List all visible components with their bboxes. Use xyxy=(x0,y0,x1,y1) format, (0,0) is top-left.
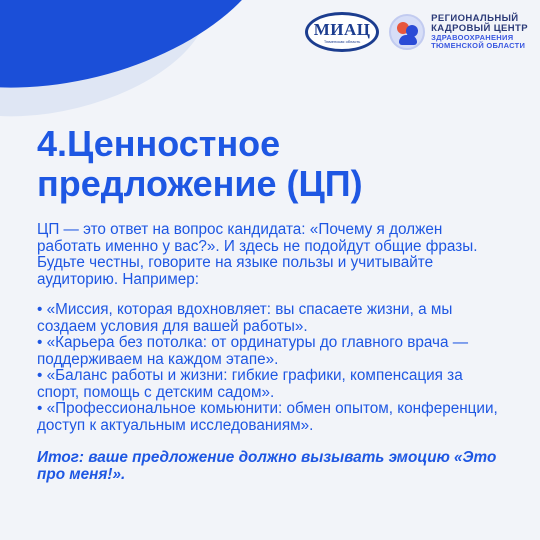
miac-logo-name: МИАЦ xyxy=(313,19,371,39)
bullet-item: • «Миссия, которая вдохновляет: вы спасаете жизни, а мы создаем условия для вашей работы». xyxy=(37,301,453,335)
rkc-line-1: РЕГИОНАЛЬНЫЙ xyxy=(431,13,519,25)
page-title xyxy=(37,124,363,205)
miac-logo xyxy=(305,12,379,52)
rkc-line-4: ТЮМЕНСКОЙ ОБЛАСТИ xyxy=(431,40,526,50)
bullet-list xyxy=(37,302,507,434)
intro-paragraph: ЦП — это ответ на вопрос кандидата: «Почему я должен работать именно у вас?». И здесь не подойдут общие фразы. Будьте честны, говорите на языке пользы и учитывайте аудиторию. Например: xyxy=(37,221,478,288)
bullet-item: • «Карьера без потолка: от ординатуры до главного врача — поддерживаем на каждом этапе». xyxy=(37,334,469,368)
rkc-line-2: КАДРОВЫЙ ЦЕНТР xyxy=(431,23,528,35)
people-emblem-icon xyxy=(389,14,425,50)
main-content xyxy=(37,222,507,483)
summary-text: Итог: ваше предложение должно вызывать эмоцию «Это про меня!». xyxy=(37,449,497,483)
rkc-line-3: ЗДРАВООХРАНЕНИЯ xyxy=(431,33,514,43)
title-line-1: 4.Ценностное xyxy=(37,123,281,164)
logos-header xyxy=(305,12,528,52)
bullet-item: • «Баланс работы и жизни: гибкие графики, компенсация за спорт, помощь с детским садом». xyxy=(37,367,463,401)
rkc-logo xyxy=(389,14,528,50)
title-line-2: предложение (ЦП) xyxy=(37,163,363,205)
rkc-logo-text xyxy=(431,14,528,50)
miac-logo-sub: Тюменская область xyxy=(323,38,361,44)
bullet-item: • «Профессиональное комьюнити: обмен опытом, конференции, доступ к актуальным исследованиям». xyxy=(37,400,498,434)
